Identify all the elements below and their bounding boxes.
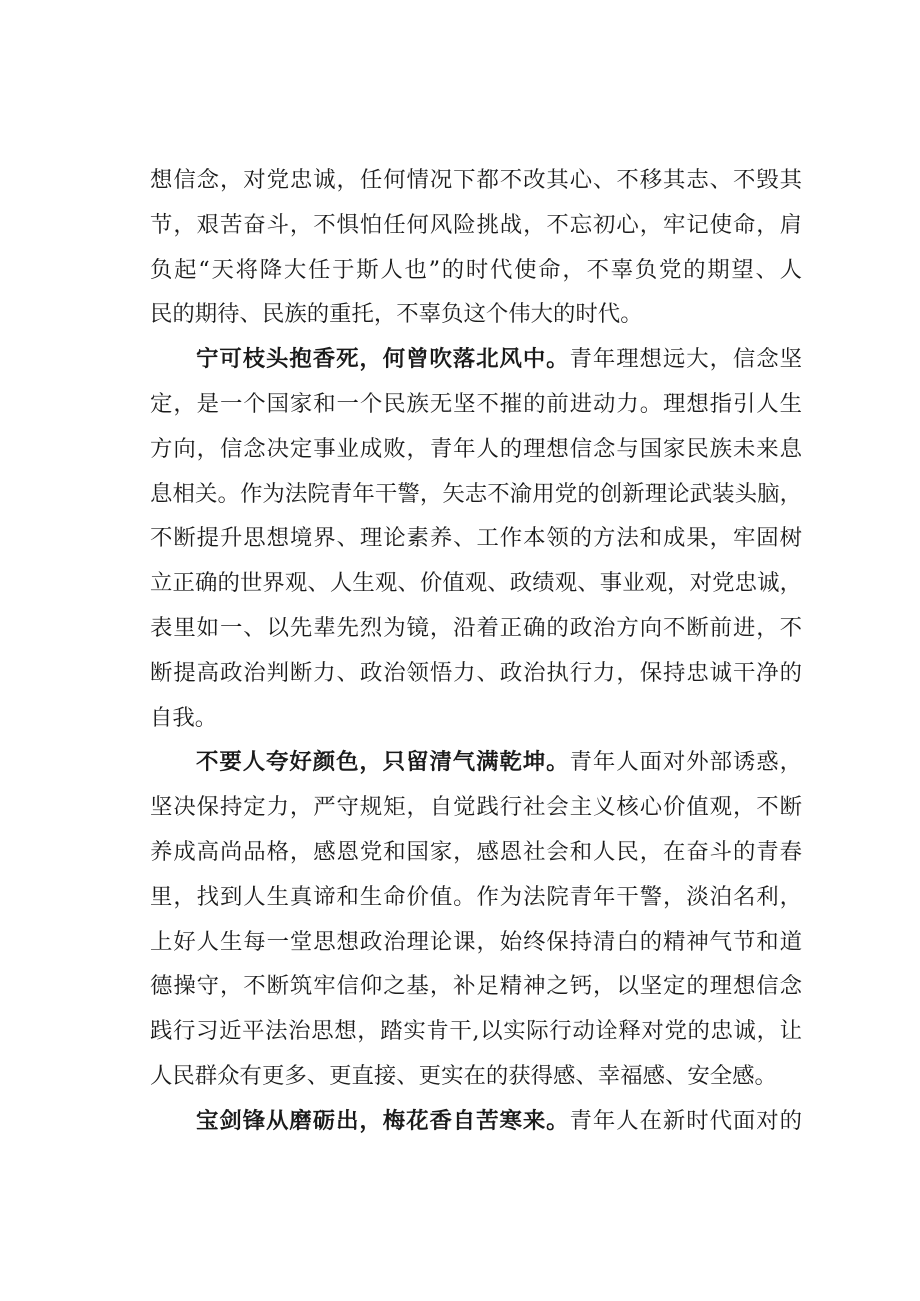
text-line bbox=[150, 785, 802, 830]
line-text: 负起“天将降大任于斯人也”的时代使命，不辜负党的期望、人 bbox=[150, 256, 802, 283]
paragraph-heading: 不要人夸好颜色，只留清气满乾坤。 bbox=[196, 749, 570, 776]
line-text: 人民群众有更多、更直接、更实在的获得感、幸福感、安全感。 bbox=[150, 1062, 777, 1089]
text-line bbox=[150, 651, 802, 696]
line-text: 青年人在新时代面对的 bbox=[569, 1107, 803, 1134]
text-line bbox=[150, 696, 802, 741]
text-line bbox=[150, 964, 802, 1009]
line-text: 民的期待、民族的重托，不辜负这个伟大的时代。 bbox=[150, 301, 643, 328]
line-text: 定，是一个国家和一个民族无坚不摧的前进动力。理想指引人生 bbox=[150, 390, 802, 417]
paragraph bbox=[150, 158, 802, 337]
text-line bbox=[150, 606, 802, 651]
line-text: 上好人生每一堂思想政治理论课，始终保持清白的精神气节和道 bbox=[150, 928, 802, 955]
text-line bbox=[150, 427, 802, 472]
document-body bbox=[150, 158, 802, 1144]
text-line bbox=[150, 920, 802, 965]
text-line bbox=[150, 875, 802, 920]
text-line bbox=[150, 382, 802, 427]
text-line bbox=[150, 248, 802, 293]
line-text: 表里如一、以先辈先烈为镜，沿着正确的政治方向不断前进，不 bbox=[150, 614, 802, 641]
text-line bbox=[150, 740, 802, 785]
line-text: 断提高政治判断力、政治领悟力、政治执行力，保持忠诚干净的 bbox=[150, 659, 802, 686]
line-text: 方向，信念决定事业成败，青年人的理想信念与国家民族未来息 bbox=[150, 435, 802, 462]
line-text: 青年理想远大，信念坚 bbox=[569, 346, 803, 373]
line-text: 坚决保持定力，严守规矩，自觉践行社会主义核心价值观，不断 bbox=[150, 794, 802, 821]
text-line bbox=[150, 516, 802, 561]
line-text: 想信念，对党忠诚，任何情况下都不改其心、不移其志、不毁其 bbox=[150, 167, 802, 193]
line-text: 养成高尚品格，感恩党和国家，感恩社会和人民，在奋斗的青春 bbox=[150, 838, 802, 865]
paragraph-heading: 宁可枝头抱香死，何曾吹落北风中。 bbox=[196, 346, 570, 373]
text-line bbox=[150, 830, 802, 875]
text-line bbox=[150, 1054, 802, 1099]
line-text: 立正确的世界观、人生观、价值观、政绩观、事业观，对党忠诚， bbox=[150, 570, 802, 597]
text-line bbox=[150, 561, 802, 606]
text-line bbox=[150, 337, 802, 382]
paragraph bbox=[150, 1099, 802, 1144]
text-line bbox=[150, 1099, 802, 1144]
line-text: 不断提升思想境界、理论素养、工作本领的方法和成果，牢固树 bbox=[150, 525, 802, 552]
line-text: 德操守，不断筑牢信仰之基，补足精神之钙，以坚定的理想信念 bbox=[150, 973, 802, 1000]
line-text: 青年人面对外部诱惑， bbox=[569, 749, 803, 776]
text-line bbox=[150, 158, 802, 203]
line-text: 里，找到人生真谛和生命价值。作为法院青年干警，淡泊名利， bbox=[150, 883, 802, 910]
text-line bbox=[150, 203, 802, 248]
line-text: 自我。 bbox=[150, 704, 218, 731]
paragraph bbox=[150, 740, 802, 1098]
line-text: 节，艰苦奋斗，不惧怕任何风险挑战，不忘初心，牢记使命，肩 bbox=[150, 211, 802, 238]
paragraph bbox=[150, 337, 802, 740]
line-text: 息相关。作为法院青年干警，矢志不渝用党的创新理论武装头脑， bbox=[150, 480, 802, 507]
text-line bbox=[150, 292, 802, 337]
text-line bbox=[150, 472, 802, 517]
text-line bbox=[150, 1009, 802, 1054]
paragraph-heading: 宝剑锋从磨砺出，梅花香自苦寒来。 bbox=[196, 1107, 570, 1134]
line-text: 践行习近平法治思想，踏实肯干,以实际行动诠释对党的忠诚，让 bbox=[150, 1018, 802, 1045]
